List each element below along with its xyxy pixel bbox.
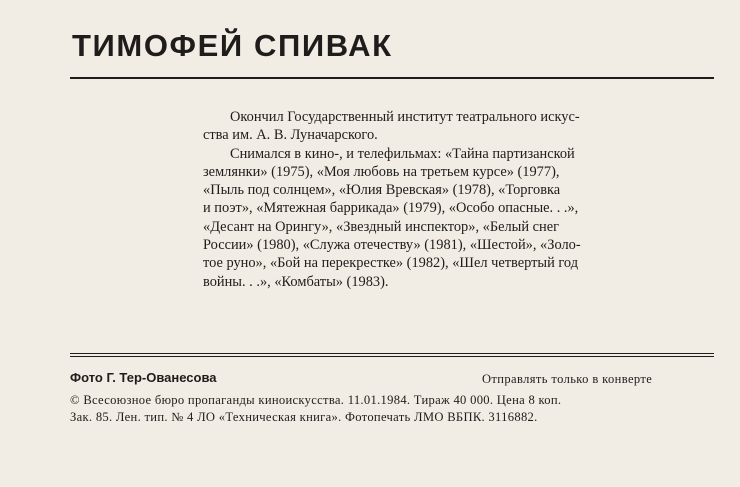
publisher-imprint [70,392,715,426]
top-divider [70,77,714,79]
bio-line: России» (1980), «Служа отечеству» (1981), «Шестой», «Золо- [203,237,581,254]
bottom-divider [70,353,714,354]
bio-line: Окончил Государственный институт театрального искус- [230,109,580,125]
photo-credit: Фото Г. Тер-Ованесова [70,370,217,385]
bio-line: и поэт», «Мятежная баррикада» (1979), «Особо опасные. . .», [203,200,579,217]
mailing-instruction: Отправлять только в конверте [482,372,653,386]
imprint-line: © Всесоюзное бюро пропаганды киноискусства. 11.01.1984. Тираж 40 000. Цена 8 коп. [70,393,562,407]
bio-line: Снимался в кино-, и телефильмах: «Тайна партизанской [230,145,575,162]
bio-line: ства им. А. В. Луначарского. [203,127,378,144]
bio-line: «Пыль под солнцем», «Юлия Вревская» (1978), «Торговка [203,182,561,199]
bio-line: войны. . .», «Комбаты» (1983). [203,273,389,290]
actor-name-heading: ТИМОФЕЙ СПИВАК [72,28,393,63]
bio-line: тое руно», «Бой на перекрестке» (1982), «Шел четвертый год [203,255,579,272]
bio-line: землянки» (1975), «Моя любовь на третьем курсе» (1977), [203,163,560,180]
biography-text [203,108,715,291]
bio-line: «Десант на Орингу», «Звездный инспектор», «Белый снег [203,218,560,235]
imprint-line: Зак. 85. Лен. тип. № 4 ЛО «Техническая книга». Фотопечать ЛМО ВБПК. 3116882. [70,410,538,424]
